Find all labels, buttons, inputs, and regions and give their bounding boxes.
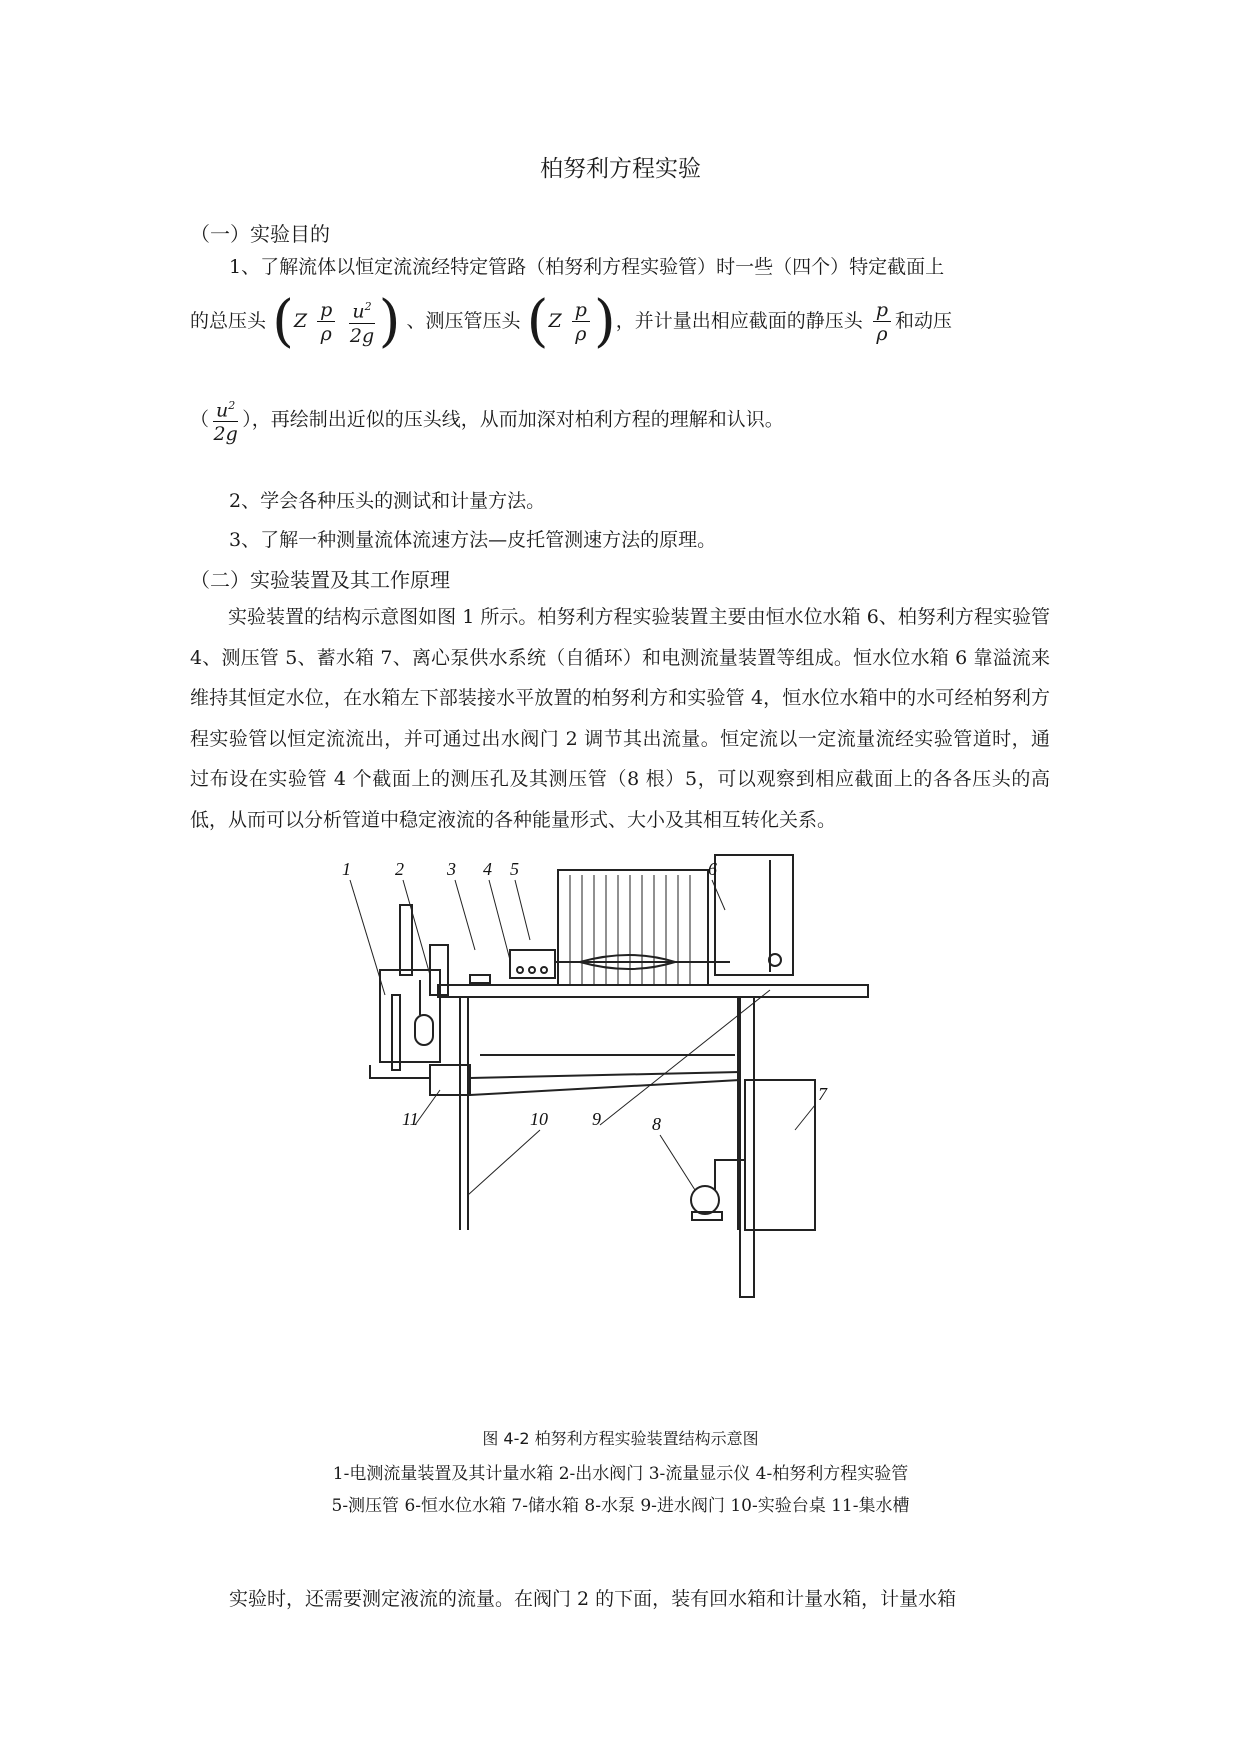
var-z: Z xyxy=(293,310,308,332)
objective-item-2: 2、学会各种压头的测试和计量方法。 xyxy=(229,490,546,512)
fraction-p-rho-3: $\frac{p}{\rho}$ xyxy=(873,299,891,346)
figure-label-3: 3 xyxy=(447,859,456,879)
figure-label-11: 11 xyxy=(402,1109,419,1129)
closing-paragraph: 实验时，还需要测定液流的流量。在阀门 2 的下面，装有回水箱和计量水箱，计量水箱 xyxy=(229,1588,957,1610)
figure-label-7: 7 xyxy=(818,1084,827,1104)
objective-item-1-line3: （ $\frac{u^2}{2g}$ ），再绘制出近似的压头线，从而加深对柏利方程的理解和认识。 xyxy=(190,395,1060,446)
figure-label-10: 10 xyxy=(530,1109,548,1129)
fraction-p-rho-2: $\frac{p}{\rho}$ xyxy=(572,299,590,346)
apparatus-diagram xyxy=(330,859,940,1390)
figure-legend-line-1: 1-电测流量装置及其计量水箱 2-出水阀门 3-流量显示仪 4-柏努利方程实验管 xyxy=(332,1464,909,1484)
supply-pipe xyxy=(740,997,754,1297)
figure-label-1: 1 xyxy=(342,859,351,879)
figure-caption: 图 4-2 柏努利方程实验装置结构示意图 xyxy=(482,1429,759,1448)
fraction-p-rho: $\frac{p}{\rho}$ xyxy=(317,299,335,346)
storage-tank xyxy=(745,1080,815,1230)
page-title: 柏努利方程实验 xyxy=(540,156,701,182)
tank-float xyxy=(415,1015,433,1045)
text-piezometric-head: 、测压管压头 xyxy=(406,310,521,332)
left-pipe xyxy=(400,905,412,975)
pump xyxy=(691,1186,719,1214)
figure-label-5: 5 xyxy=(510,859,519,879)
text-dynamic: 和动压 xyxy=(894,310,952,332)
section-heading-apparatus: （二）实验装置及其工作原理 xyxy=(190,568,450,592)
figure-label-8: 8 xyxy=(652,1114,661,1134)
objective-item-1-line1: 1、了解流体以恒定流流经特定管路（柏努利方程实验管）时一些（四个）特定截面上 xyxy=(229,256,945,278)
figure-label-4: 4 xyxy=(483,859,492,879)
apparatus-paragraph: 实验装置的结构示意图如图 1 所示。柏努利方程实验装置主要由恒水位水箱 6、柏努利方程实验管 4、测压管 5、蓄水箱 7、离心泵供水系统（自循环）和电测流量装置等组成。恒水位水箱 6 靠溢流来维持其恒定水位，在水箱左下部装接水平放置的柏努利方和实验管 4，恒水位水箱中的水可经柏努利方程实验管以恒定流流出，并可通过出水阀门 2 调节其出流量。恒定流以一定流量流经实验管道时，通过布设在实验管 4 个截面上的测压孔及其测压管（8 根）5，可以观察到相应截面上的各各压头的高低，从而可以分析管道中稳定液流的各种能量形式、大小及其相互转化关系。 xyxy=(190,606,1050,831)
text-static-head: ，并计量出相应截面的静压头 xyxy=(615,310,863,332)
collecting-trough xyxy=(430,1065,470,1095)
figure-legend-line-2: 5-测压管 6-恒水位水箱 7-储水箱 8-水泵 9-进水阀门 10-实验台桌 11-集水槽 xyxy=(331,1496,910,1516)
outlet-valve xyxy=(470,975,490,983)
tank-pipe xyxy=(392,995,400,1070)
text-total-head: 的总压头 xyxy=(190,310,267,332)
table-top xyxy=(438,985,868,997)
section-heading-objectives: （一）实验目的 xyxy=(190,222,330,246)
objective-item-1-formula-line: 的总压头 (Z $\frac{p}{\rho}$ $\frac{u^2}{2g}$ ) 、测压管压头 (Z $\frac{p}{\rho}$ )，并计量出相应截面的静压头 $\frac{p}{\rho}$ 和动压 xyxy=(190,289,952,354)
figure-label-9: 9 xyxy=(592,1109,601,1129)
objective-item-3: 3、了解一种测量流体流速方法—皮托管测速方法的原理。 xyxy=(229,529,717,551)
manometer-board xyxy=(558,870,708,985)
figure-label-6: 6 xyxy=(708,859,717,879)
var-z-2: Z xyxy=(548,310,562,332)
fraction-u2-2g: $\frac{u^2}{2g}$ xyxy=(349,296,374,347)
fraction-u2-2g-2: $\frac{u^2}{2g}$ xyxy=(213,395,238,446)
figure-label-2: 2 xyxy=(395,859,404,879)
